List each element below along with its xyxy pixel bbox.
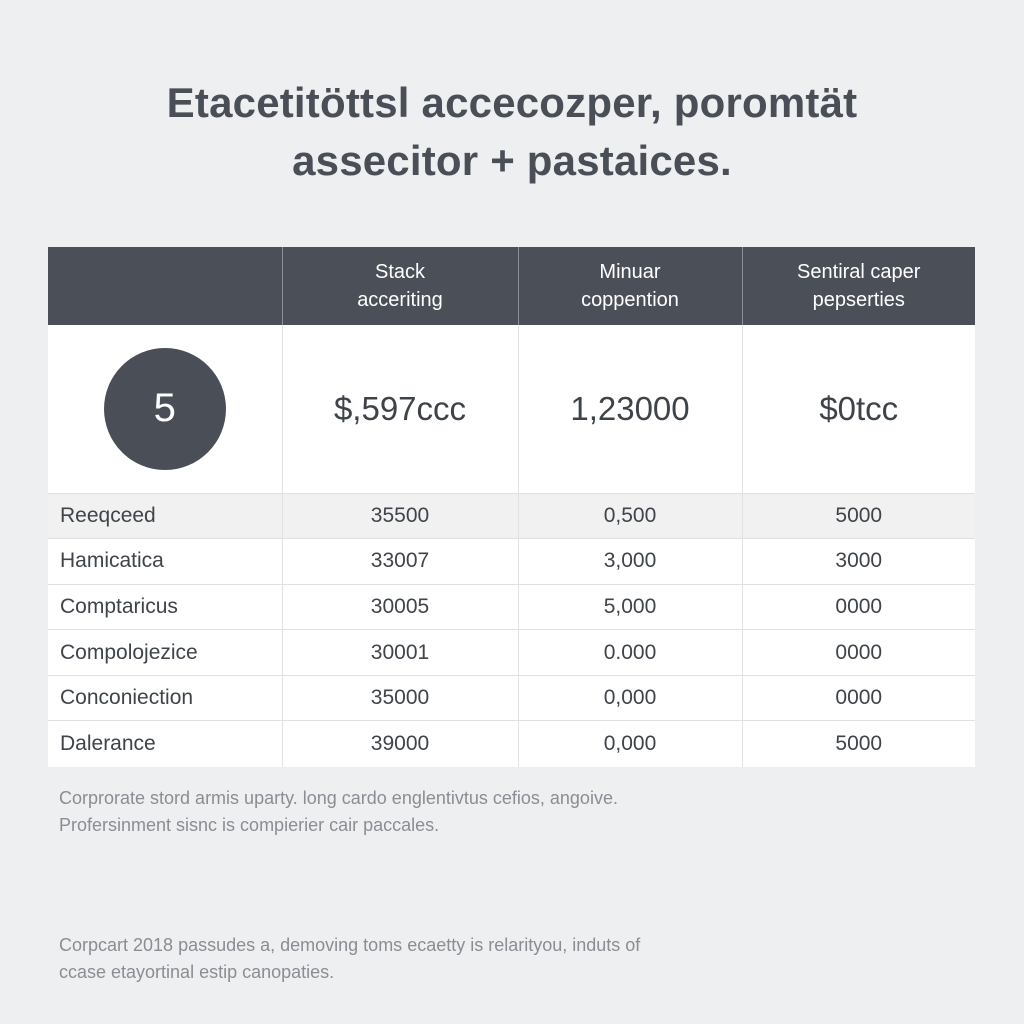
summary-row xyxy=(48,325,975,493)
page-title xyxy=(0,74,1024,190)
row-value: 0,000 xyxy=(518,675,742,721)
row-label: Comptaricus xyxy=(48,584,282,630)
footnote-line: Corpcart 2018 passudes a, demoving toms ecaetty is relarityou, induts of xyxy=(59,935,641,955)
row-value: 35000 xyxy=(282,675,518,721)
row-value: 0000 xyxy=(742,584,975,630)
table-header xyxy=(48,247,975,325)
row-label: Hamicatica xyxy=(48,539,282,585)
table-row xyxy=(48,539,975,585)
row-value: 5000 xyxy=(742,721,975,767)
footnote-primary xyxy=(59,785,959,839)
row-value: 39000 xyxy=(282,721,518,767)
row-value: 30005 xyxy=(282,584,518,630)
header-cell-stack xyxy=(282,247,518,325)
count-badge: 5 xyxy=(104,348,226,470)
row-value: 0,000 xyxy=(518,721,742,767)
footnote-line: Profersinment sisnc is compierier cair paccales. xyxy=(59,815,440,835)
page-title-line-1: Etacetitöttsl accecozper, poromtät xyxy=(166,79,858,126)
table-row xyxy=(48,630,975,676)
header-text: Minuar xyxy=(599,261,661,283)
row-value: 35500 xyxy=(282,493,518,539)
summary-value: $,597ccc xyxy=(282,325,518,493)
row-value: 30001 xyxy=(282,630,518,676)
row-value: 5,000 xyxy=(518,584,742,630)
table-row xyxy=(48,493,975,539)
header-text: Stack xyxy=(374,261,426,283)
header-text: pepserties xyxy=(812,289,905,311)
row-value: 3,000 xyxy=(518,539,742,585)
row-label: Reeqceed xyxy=(48,493,282,539)
table-body xyxy=(48,325,975,767)
row-label: Compolojezice xyxy=(48,630,282,676)
row-value: 5000 xyxy=(742,493,975,539)
row-value: 0000 xyxy=(742,630,975,676)
header-text: acceriting xyxy=(357,289,443,311)
row-value: 0,500 xyxy=(518,493,742,539)
comparison-table xyxy=(48,247,975,767)
table-row xyxy=(48,584,975,630)
header-cell-empty xyxy=(48,247,282,325)
row-label: Dalerance xyxy=(48,721,282,767)
header-text: Sentiral caper xyxy=(797,261,921,283)
header-cell-sentiral xyxy=(742,247,975,325)
row-label: Conconiection xyxy=(48,675,282,721)
summary-badge-cell xyxy=(48,325,282,493)
footnote-line: Corprorate stord armis uparty. long cardo englentivtus cefios, angoive. xyxy=(59,788,618,808)
summary-value: $0tcc xyxy=(742,325,975,493)
row-value: 0000 xyxy=(742,675,975,721)
footnote-secondary xyxy=(59,932,959,986)
page-title-line-2: assecitor + pastaices. xyxy=(292,137,732,184)
row-value: 0.000 xyxy=(518,630,742,676)
header-cell-minuar xyxy=(518,247,742,325)
summary-value: 1,23000 xyxy=(518,325,742,493)
footnote-line: ccase etayortinal estip canopaties. xyxy=(59,962,335,982)
header-row xyxy=(48,247,975,325)
table-row xyxy=(48,675,975,721)
row-value: 3000 xyxy=(742,539,975,585)
row-value: 33007 xyxy=(282,539,518,585)
header-text: coppention xyxy=(581,289,679,311)
table-row xyxy=(48,721,975,767)
